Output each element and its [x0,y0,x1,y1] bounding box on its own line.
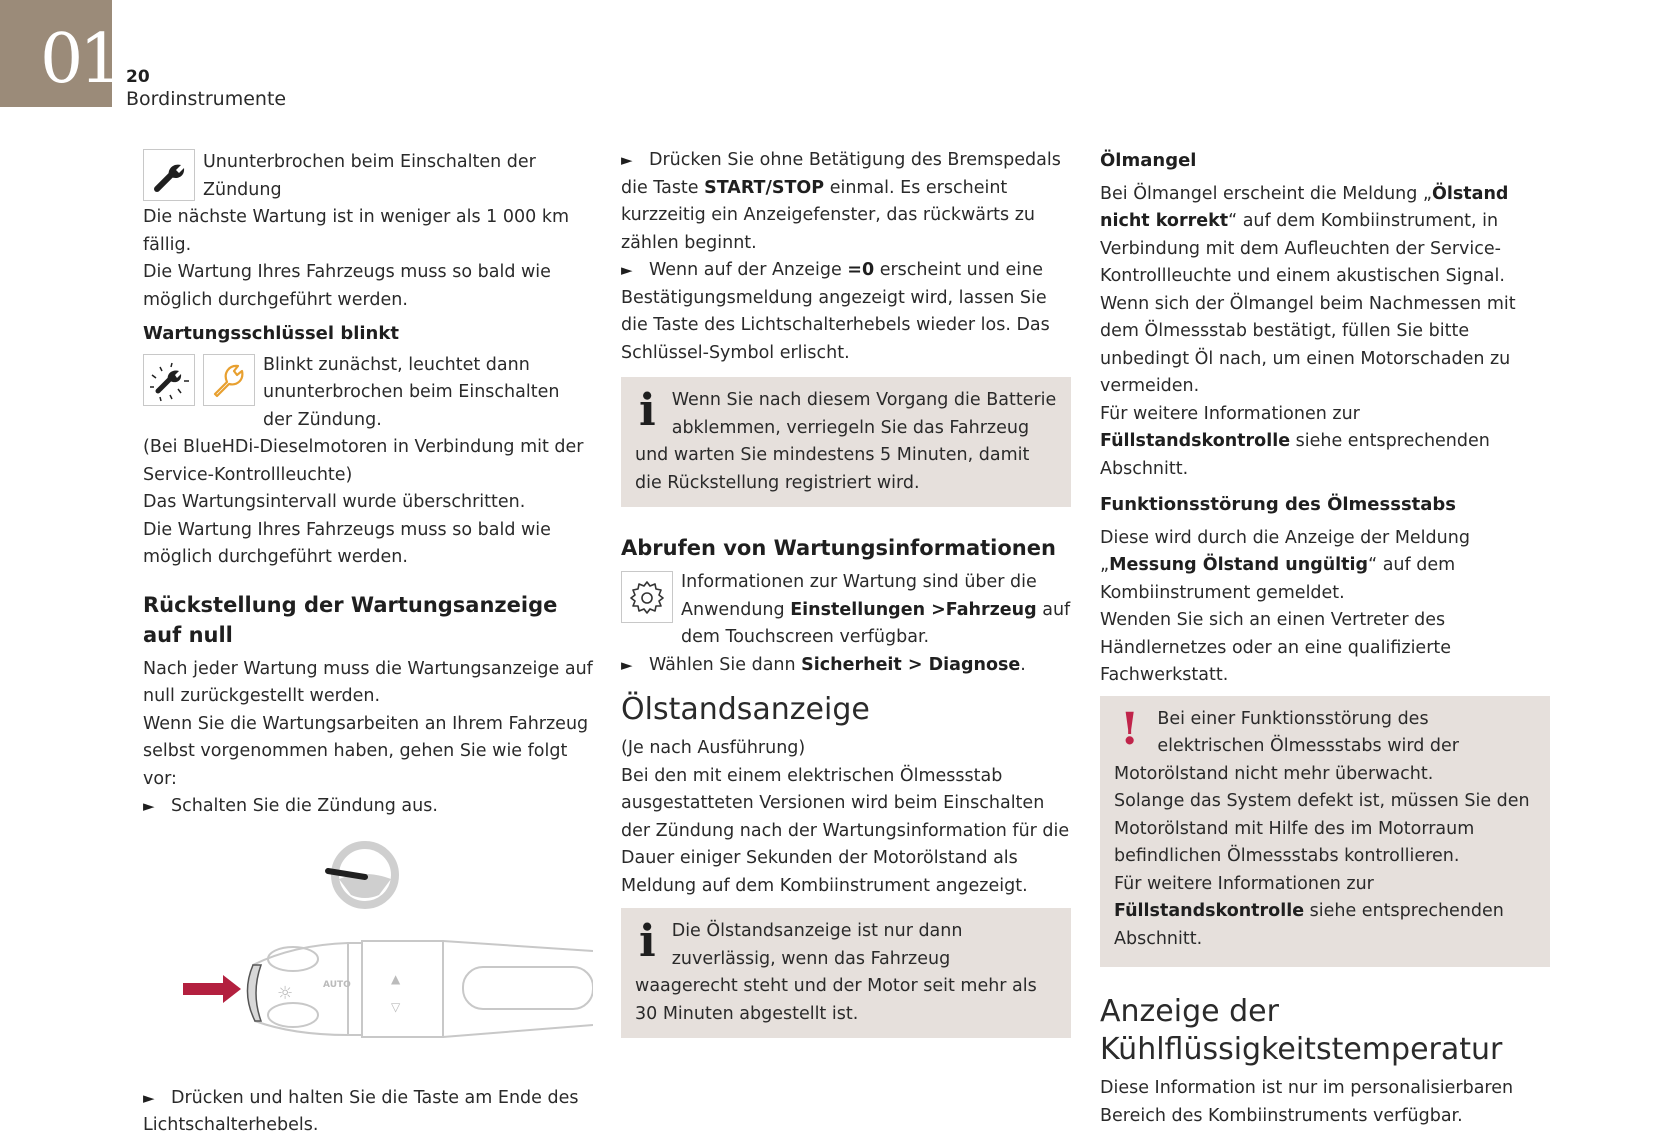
step-item [621,147,1071,257]
text: Diese wird durch die Anzeige der Meldung „ [1100,527,1470,575]
paragraph [1100,181,1550,291]
arrow-icon [183,975,241,1003]
menu-path: Einstellungen >Fahrzeug [790,599,1037,620]
bullet-icon: ► [621,151,633,169]
warning-note [1100,696,1550,968]
column-left [143,147,593,1140]
heading-oil-level: Ölstandsanzeige [621,692,870,727]
step-item [143,793,593,821]
paragraph: Bei den mit einem elektrischen Ölmessstab ausgestatteten Versionen wird beim Einschalten der Zündung nach der Wartungsinformation für die Dauer einiger Sekunden der Motorölstand als Meldung auf dem Kombiinstrument angezeigt. [621,765,1070,896]
fog-light-icon: ▲ [391,971,401,986]
text: auf dem Touchscreen verfügbar. [681,599,1071,647]
paragraph: Die nächste Wartung ist in weniger als 1 000 km fällig. [143,207,570,255]
step-text: Schalten Sie die Zündung aus. [171,796,438,816]
chapter-number: 01 [40,20,119,99]
chapter-title: Bordinstrumente [126,88,287,110]
note-text [1114,871,1536,954]
text: Informationen zur Wartung sind über die Anwendung [681,572,1037,620]
text: “ auf dem Kombiinstrument, in Verbindung mit dem Aufleuchten der Service-Kontrollleuchte und einem akustischen Signal. [1100,211,1505,286]
paragraph: Die Wartung Ihres Fahrzeugs muss so bald wie möglich durchgeführt werden. [143,262,551,310]
paragraph: Nach jeder Wartung muss die Wartungsanzeige auf null zurückgestellt werden. [143,658,593,706]
page-number: 20 [126,67,150,87]
wrench-steady-text: Ununterbrochen beim Einschalten der Zündung [203,152,536,200]
heading-dipstick-fault: Funktionsstörung des Ölmessstabs [1100,494,1457,515]
display-value: =0 [847,260,875,280]
paragraph: (Je nach Ausführung) [621,738,806,758]
step-text: Drücken und halten Sie die Taste am Ende des Lichtschalterhebels. [143,1087,579,1135]
stalk-end-button [247,965,261,1021]
info-icon: i [639,385,656,436]
step-item [143,1085,593,1140]
info-note-oil [621,908,1071,1038]
info-note-battery [621,377,1071,507]
bullet-icon: ► [143,797,155,815]
wrench-orange-icon [203,354,255,406]
fog-light-icon: ▽ [391,999,401,1014]
settings-block [621,569,1071,652]
note-text: Wenn Sie nach diesem Vorgang die Batterie abklemmen, verriegeln Sie das Fahrzeug und warten Sie mindestens 5 Minuten, damit die Rückstellung registriert wird. [635,390,1057,493]
sun-icon: ☼ [277,982,294,1004]
light-stalk [253,941,593,1037]
text: Für weitere Informationen zur [1114,873,1374,894]
paragraph: Die Wartung Ihres Fahrzeugs muss so bald wie möglich durchgeführt werden. [143,519,551,567]
paragraph: (Bei BlueHDi-Dieselmotoren in Verbindung mit der Service-Kontrollleuchte) [143,437,584,485]
column-middle [621,147,1071,1042]
note-text: Die Ölstandsanzeige ist nur dann zuverlässig, wenn das Fahrzeug waagerecht steht und der Motor seit mehr als 30 Minuten abgestellt ist. [635,921,1037,1024]
paragraph: Wenden Sie sich an einen Vertreter des Händlernetzes oder an eine qualifizierte Fachwerkstatt. [1100,610,1452,685]
wrench-blinking-icon [143,354,195,406]
text: siehe entsprechenden Abschnitt. [1100,431,1490,479]
bullet-icon: ► [621,655,633,674]
note-text: Solange das System defekt ist, müssen Sie den Motorölstand mit Hilfe des im Motorraum befindlichen Ölmessstabs kontrollieren. [1114,791,1530,866]
chapter-block [0,0,119,107]
wrench-blink-text: Blinkt zunächst, leuchtet dann ununterbrochen beim Einschalten der Zündung. [263,354,560,430]
wrench-blink-block [143,352,593,435]
menu-path: Sicherheit > Diagnose [801,654,1021,675]
bullet-icon: ► [621,261,633,279]
bullet-icon: ► [143,1088,155,1107]
paragraph: Das Wartungsintervall wurde überschritten. [143,492,526,512]
settings-text [621,569,1071,652]
text: “ auf dem Kombiinstrument gemeldet. [1100,555,1456,603]
paragraph [1100,525,1550,608]
step-text: Drücken Sie ohne Betätigung des Bremspedals die Taste [621,150,1061,198]
message-text: Messung Ölstand ungültig [1109,555,1369,575]
light-switch-illustration [143,835,593,1075]
settings-gear-icon [621,571,673,623]
paragraph: Wenn Sie die Wartungsarbeiten an Ihrem Fahrzeug selbst vorgenommen haben, gehen Sie wie folgt vor: [143,713,589,789]
wrench-steady-block [143,147,593,204]
heading-coolant-temperature: Anzeige der Kühlflüssigkeitstemperatur [1100,994,1503,1067]
message-text: Ölstand nicht korrekt [1100,183,1509,231]
wrench-icon [143,149,195,201]
step-item [621,257,1071,367]
cross-reference: Füllstandskontrolle [1100,431,1291,451]
paragraph: Diese Information ist nur im personalisierbaren Bereich des Kombiinstruments verfügbar. [1100,1078,1514,1126]
warning-icon: ! [1120,703,1140,755]
step-text: einmal. Es erscheint kurzzeitig ein Anzeigefenster, das rückwärts zu zählen beginnt. [621,177,1036,253]
heading-blinking-key: Wartungsschlüssel blinkt [143,323,399,344]
steering-stalk-diagram [143,835,593,1075]
button-label-start-stop: START/STOP [704,177,825,198]
text: Bei Ölmangel erscheint die Meldung „ [1100,183,1432,204]
heading-reset: Rückstellung der Wartungsanzeige auf null [143,592,558,647]
step-text: . [1020,654,1026,675]
paragraph: Wenn sich der Ölmangel beim Nachmessen mit dem Ölmessstab bestätigt, füllen Sie bitte unbedingt Öl nach, um einen Motorschaden zu vermeiden. [1100,293,1516,396]
text: siehe entsprechenden Abschnitt. [1114,901,1504,949]
steering-wheel-icon [328,845,395,905]
auto-label: AUTO [323,979,351,990]
column-right [1100,147,1550,1130]
heading-maintenance-info: Abrufen von Wartungsinformationen [621,536,1056,560]
cross-reference: Füllstandskontrolle [1114,901,1305,921]
text: Für weitere Informationen zur [1100,403,1360,424]
step-text: Wenn auf der Anzeige [649,260,848,280]
info-icon: i [639,916,656,967]
paragraph [1100,401,1550,484]
step-text: Wählen Sie dann [649,654,802,675]
note-text: Bei einer Funktionsstörung des elektrischen Ölmessstabs wird der Motorölstand nicht mehr überwacht. [1114,708,1460,784]
heading-oil-shortage: Ölmangel [1100,150,1197,171]
step-item [621,652,1071,680]
step-text: erscheint und eine Bestätigungsmeldung angezeigt wird, lassen Sie die Taste des Lichtschalterhebels wieder los. Das Schlüssel-Symbol erlischt. [621,260,1050,363]
